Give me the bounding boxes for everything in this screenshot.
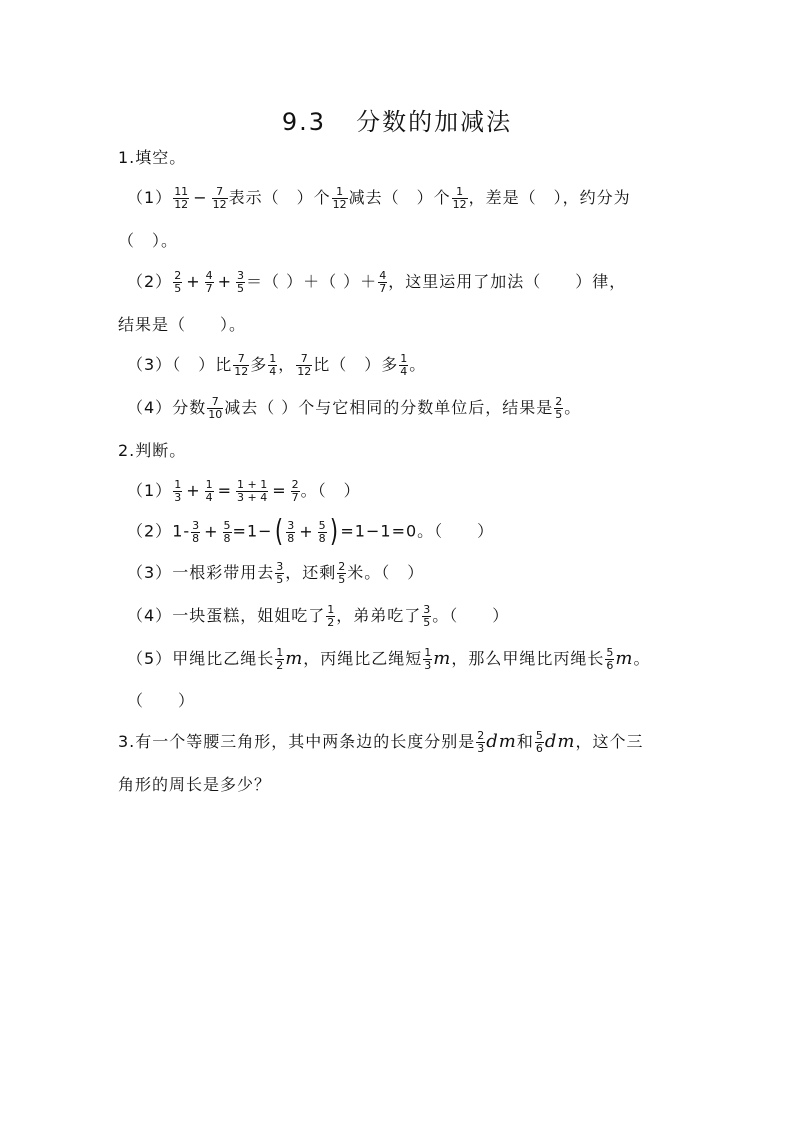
fraction: $\frac{1}{12}$ xyxy=(332,185,347,211)
fraction: $\frac{1}{4}$ xyxy=(205,478,213,504)
fraction: $\frac{3}{8}$ xyxy=(287,518,295,545)
fraction: $\frac{4}{7}$ xyxy=(205,269,213,295)
fraction: $\frac{5}{8}$ xyxy=(318,518,326,545)
fraction: $\frac{1}{2}$ xyxy=(327,603,335,629)
fraction: $\frac{2}{5}$ xyxy=(174,269,182,295)
fraction: $\frac{5}{8}$ xyxy=(223,518,231,545)
s1-q3: （3）（ ）比 $\frac{7}{12}$ 多 $\frac{1}{4}$ ， $\frac{7}{12}$ 比（ ）多 $\frac{1}{4}$ 。 xyxy=(127,352,427,378)
page-title xyxy=(0,102,794,137)
s2-q4: （4）一块蛋糕，姐姐吃了 $\frac{1}{2}$ ，弟弟吃了 $\frac{3}{5}$ 。（ ） xyxy=(127,603,510,629)
fraction: $\frac{2}{5}$ xyxy=(555,395,563,421)
s1-q1-line1: （1） $\frac{11}{12}$ − $\frac{7}{12}$ 表示（ ）个 $\frac{1}{12}$ 减去（ ）个 $\frac{1}{12}$ ，差是（ ），约分为 xyxy=(127,185,631,211)
s1-q2-line1: （2） $\frac{2}{5}$ + $\frac{4}{7}$ + $\frac{3}{5}$ ＝（ ）＋（ ）＋ $\frac{4}{7}$ ，这里运用了加法（ ）律， xyxy=(127,269,627,295)
s1-q4: （4）分数 $\frac{7}{10}$ 减去（ ）个与它相同的分数单位后，结果是 $\frac{2}{5}$ 。 xyxy=(127,395,582,421)
fraction: $\frac{2}{7}$ xyxy=(291,478,299,504)
fraction: $\frac{1}{4}$ xyxy=(269,352,277,378)
fraction: $\frac{5}{6}$ xyxy=(535,729,543,755)
fraction: $\frac{7}{10}$ xyxy=(208,395,223,421)
fraction: $\frac{2}{5}$ xyxy=(338,560,346,586)
section-1-heading: 1.填空。 xyxy=(118,148,187,167)
fraction: $\frac{2}{3}$ xyxy=(477,729,485,755)
s1-q2-line2: 结果是（ ）。 xyxy=(118,315,247,334)
s3-line2: 角形的周长是多少？ xyxy=(118,775,272,794)
section-number: 9.3 xyxy=(281,108,327,136)
fraction: $\frac{4}{7}$ xyxy=(379,269,387,295)
s1-q1-line2: （ ）。 xyxy=(118,231,179,250)
s2-q5-line1: （5）甲绳比乙绳长 $\frac{1}{2}$ m，丙绳比乙绳短 $\frac{1}{3}$ m，那么甲绳比丙绳长 $\frac{5}{6}$ m。 xyxy=(127,646,651,672)
s2-q1: （1） $\frac{1}{3}$ + $\frac{1}{4}$ = $\frac{1 + 1}{3 + 4}$ = $\frac{2}{7}$ 。（ ） xyxy=(127,478,361,504)
fraction: $\frac{1}{12}$ xyxy=(452,185,467,211)
fraction: $\frac{1}{4}$ xyxy=(400,352,408,378)
fraction: $\frac{1}{3}$ xyxy=(174,478,182,504)
fraction: $\frac{1}{2}$ xyxy=(276,646,284,672)
fraction: $\frac{7}{12}$ xyxy=(212,185,227,211)
fraction: $\frac{3}{5}$ xyxy=(276,560,284,586)
fraction: $\frac{1 + 1}{3 + 4}$ xyxy=(237,478,268,504)
fraction: $\frac{1}{3}$ xyxy=(424,646,432,672)
section-2-heading: 2.判断。 xyxy=(118,441,187,460)
fraction: $\frac{3}{8}$ xyxy=(192,518,200,545)
fraction: $\frac{3}{5}$ xyxy=(423,603,431,629)
fraction: $\frac{11}{12}$ xyxy=(174,185,189,211)
fraction: $\frac{7}{12}$ xyxy=(234,352,249,378)
fraction: $\frac{7}{12}$ xyxy=(297,352,312,378)
fraction: $\frac{3}{5}$ xyxy=(237,269,244,295)
s2-q3: （3）一根彩带用去 $\frac{3}{5}$ ，还剩 $\frac{2}{5}$ 米。（ ） xyxy=(127,560,425,586)
s2-q5-line2: （ ） xyxy=(127,691,196,710)
s3-line1: 3.有一个等腰三角形，其中两条边的长度分别是 $\frac{2}{3}$ dm和 $\frac{5}{6}$ dm，这个三 xyxy=(118,729,644,755)
fraction: $\frac{5}{6}$ xyxy=(606,646,614,672)
section-title: 分数的加减法 xyxy=(356,108,513,136)
s2-q2: （2）1- $\frac{3}{8}$ + $\frac{5}{8}$ =1−( $\frac{3}{8}$ + $\frac{5}{8}$ ) =1−1=0。（ ） xyxy=(127,514,495,549)
